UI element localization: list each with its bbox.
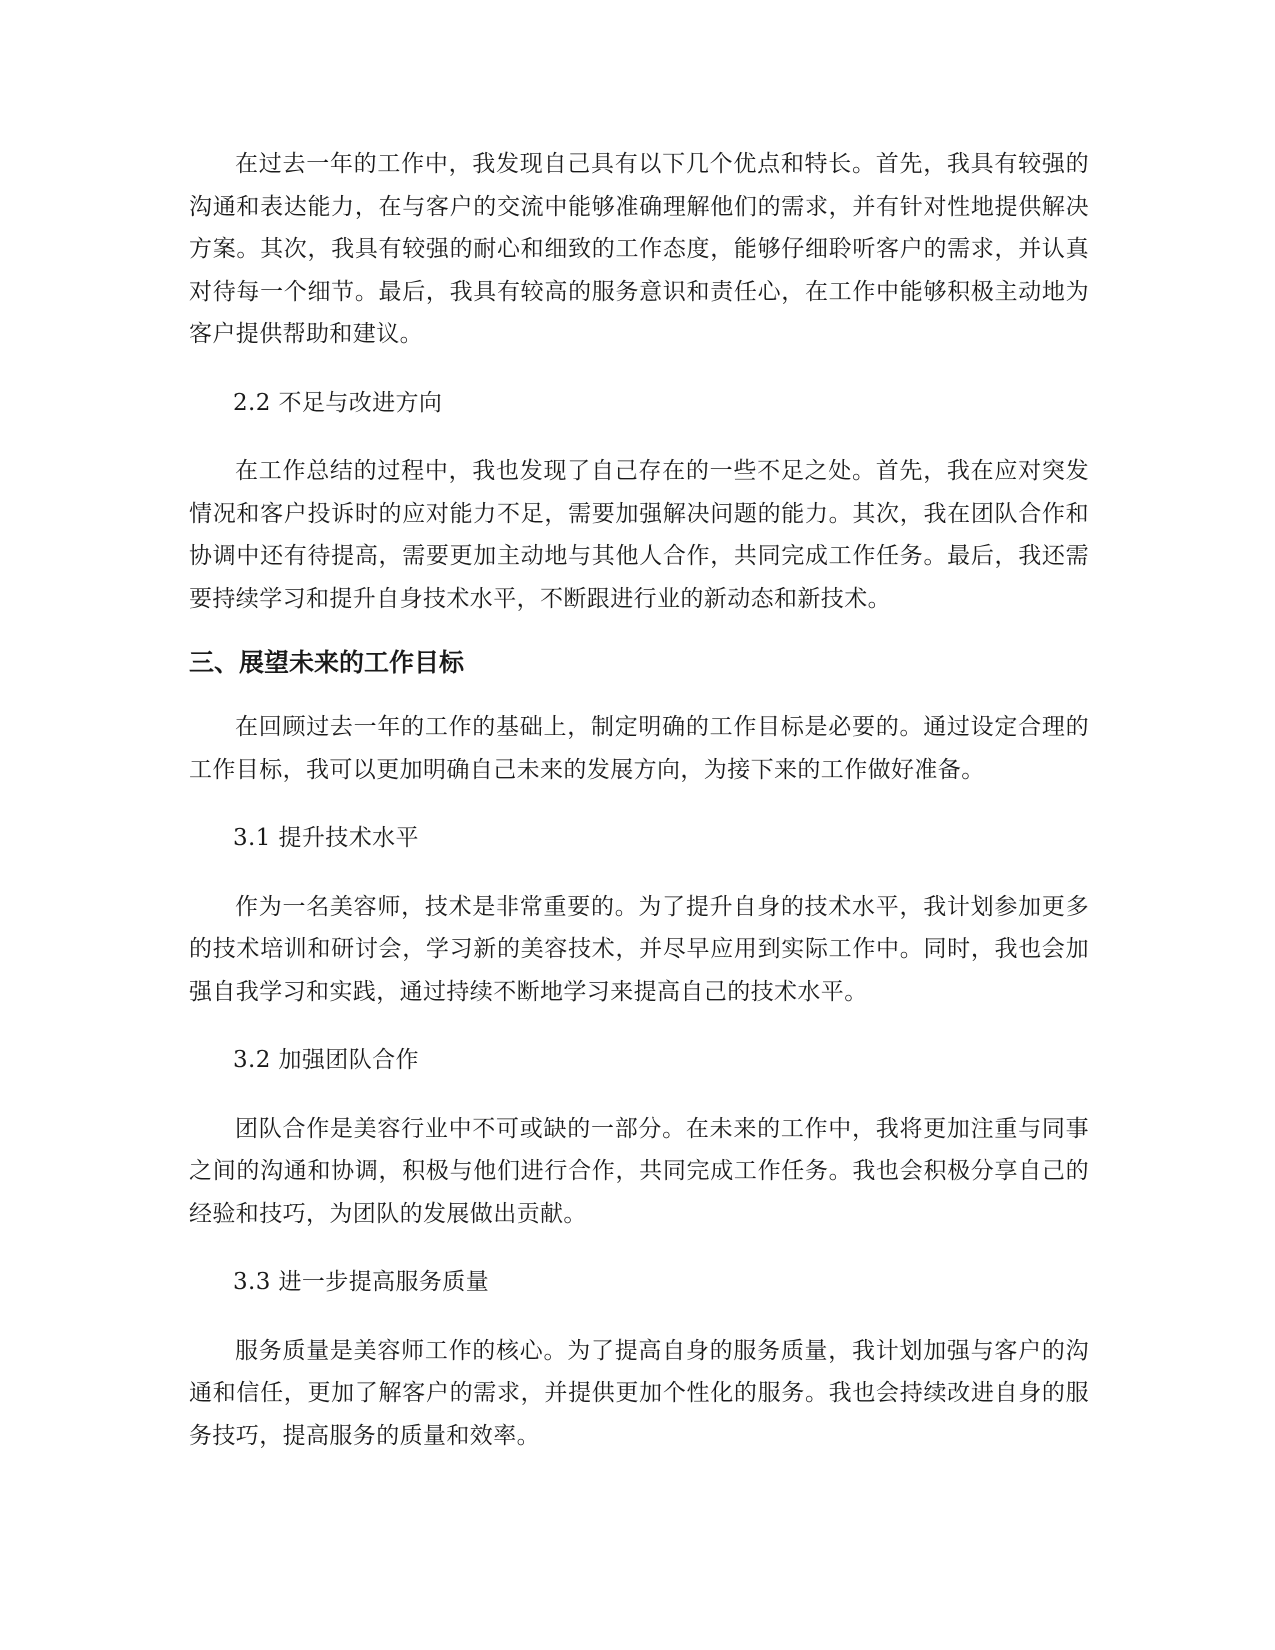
paragraph-strengths: 在过去一年的工作中，我发现自己具有以下几个优点和特长。首先，我具有较强的沟通和表达能力，在与客户的交流中能够准确理解他们的需求，并有针对性地提供解决方案。其次，我具有较强的耐心和细致的工作态度，能够仔细聆听客户的需求，并认真对待每一个细节。最后，我具有较高的服务意识和责任心，在工作中能够积极主动地为客户提供帮助和建议。: [189, 151, 1089, 347]
section-title-3: 三、展望未来的工作目标: [189, 648, 465, 677]
paragraph-weaknesses: 在工作总结的过程中，我也发现了自己存在的一些不足之处。首先，我在应对突发情况和客户投诉时的应对能力不足，需要加强解决问题的能力。其次，我在团队合作和协调中还有待提高，需要更加主动地与其他人合作，共同完成工作任务。最后，我还需要持续学习和提升自身技术水平，不断跟进行业的新动态和新技术。: [189, 458, 1089, 612]
paragraph-service: 服务质量是美容师工作的核心。为了提高自身的服务质量，我计划加强与客户的沟通和信任，更加了解客户的需求，并提供更加个性化的服务。我也会持续改进自身的服务技巧，提高服务的质量和效率。: [189, 1337, 1089, 1449]
subheading-3-3: 3.3 进一步提高服务质量: [233, 1269, 490, 1295]
document-page: [189, 143, 1089, 1457]
paragraph-goals-intro: 在回顾过去一年的工作的基础上，制定明确的工作目标是必要的。通过设定合理的工作目标，我可以更加明确自己未来的发展方向，为接下来的工作做好准备。: [189, 714, 1089, 783]
subheading-3-2: 3.2 加强团队合作: [233, 1047, 419, 1073]
subheading-2-2: 2.2 不足与改进方向: [233, 389, 443, 416]
subheading-3-1: 3.1 提升技术水平: [233, 825, 419, 851]
paragraph-teamwork: 团队合作是美容行业中不可或缺的一部分。在未来的工作中，我将更加注重与同事之间的沟通和协调，积极与他们进行合作，共同完成工作任务。我也会积极分享自己的经验和技巧，为团队的发展做出贡献。: [189, 1115, 1089, 1227]
paragraph-technique: 作为一名美容师，技术是非常重要的。为了提升自身的技术水平，我计划参加更多的技术培训和研讨会，学习新的美容技术，并尽早应用到实际工作中。同时，我也会加强自我学习和实践，通过持续不断地学习来提高自己的技术水平。: [189, 893, 1089, 1005]
